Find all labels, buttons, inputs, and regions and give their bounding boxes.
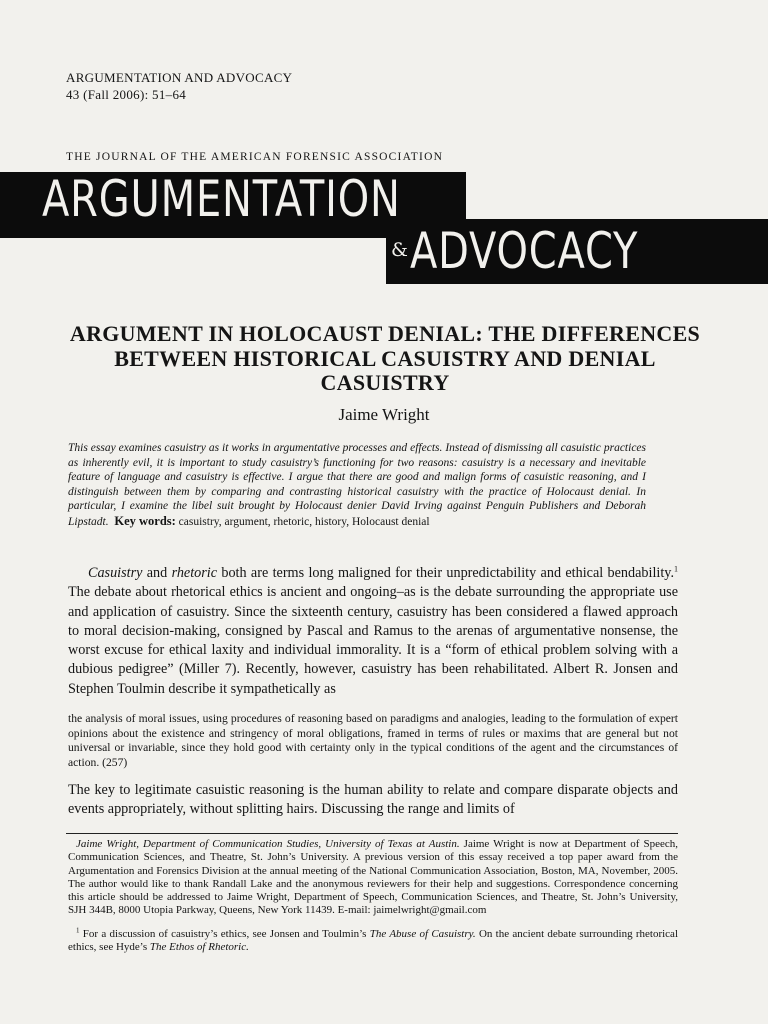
footnote-1-title-1: The Abuse of Casuistry. xyxy=(369,928,476,940)
footnote-1-text-a: For a discussion of casuistry’s ethics, see Jonsen and Toulmin’s xyxy=(79,928,370,940)
footnote-1 xyxy=(68,928,678,955)
article-title: ARGUMENT IN HOLOCAUST DENIAL: THE DIFFERENCES BETWEEN HISTORICAL CASUISTRY AND DENIAL CASUISTRY xyxy=(69,321,701,395)
term-rhetoric: rhetoric xyxy=(171,565,218,581)
abstract-text: This essay examines casuistry as it works in argumentative processes and effects. Instead of dismissing all casuistic practices as inherently evil, it is important to study casuistry’s functioning for two reasons: casuistry is a necessary and inevitable feature of language and casuistry is effective. I argue that there are good and malign forms of casuistic reasoning, and I distinguish between them by comparing and contrasting historical casuistry with the practice of Holocaust denial. In particular, I examine the libel suit brought by Holocaust denier David Irving against Penguin Publishers and Deborah Lipstadt. xyxy=(68,442,646,528)
body-paragraph-1 xyxy=(68,564,678,699)
abstract xyxy=(68,441,646,529)
masthead-advocacy: ADVOCACY xyxy=(410,222,639,280)
footnote-1-text-b: On the ancient debate surrounding rhetorical ethics, see Hyde’s xyxy=(68,928,678,954)
author-affiliation-note xyxy=(68,838,678,918)
keywords: casuistry, argument, rhetoric, history, Holocaust denial xyxy=(178,515,430,528)
conjunction: and xyxy=(142,565,172,581)
affiliation-text: Jaime Wright is now at Department of Speech, Communication Sciences, and Theatre, St. John’s University. A previous version of this essay received a top paper award from the Argumentation and Forensics Division at the annual meeting of the National Communication Association, Boston, MA, November, 2005. The author would like to thank Randall Lake and the anonymous reviewers for their help and suggestions. Correspondence concerning this article should be addressed to Jaime Wright, Department of Speech, Communication Sciences, and Theatre, St. John’s University, SJH 344B, 8000 Utopia Parkway, Queens, New York 11439. E-mail: jaimelwright@gmail.com xyxy=(68,838,678,917)
paragraph-1-lead: both are terms long maligned for their unpredictability and ethical bendability. xyxy=(217,565,674,581)
organization-line: THE JOURNAL OF THE AMERICAN FORENSIC ASSOCIATION xyxy=(66,151,444,163)
issue-info: 43 (Fall 2006): 51–64 xyxy=(66,87,187,102)
affiliation-italic: Jaime Wright, Department of Communication Studies, University of Texas at Austin. xyxy=(76,838,460,850)
term-casuistry: Casuistry xyxy=(88,565,143,581)
article-author: Jaime Wright xyxy=(338,405,430,424)
body-paragraph-2: The key to legitimate casuistic reasoning is the human ability to relate and compare disparate objects and events appropriately, without splitting hairs. Discussing the range and limits of xyxy=(68,782,678,818)
footnote-1-title-2: The Ethos of Rhetoric. xyxy=(149,941,249,954)
journal-name: ARGUMENTATION AND ADVOCACY xyxy=(66,70,293,85)
block-quote: the analysis of moral issues, using procedures of reasoning based on paradigms and analogies, leading to the formulation of expert opinions about the existence and stringency of moral obligations, framed in terms of rules or maxims that are general but not universal or invariable, since they hold good with certainty only in the typical conditions of the agent and the circumstances of action. (257) xyxy=(68,712,678,769)
footnote-ref-1[interactable]: 1 xyxy=(674,564,678,574)
keywords-label: Key words: xyxy=(114,513,176,528)
masthead-ampersand: & xyxy=(391,239,408,261)
footnote-divider xyxy=(66,833,678,834)
footnote-1-marker: 1 xyxy=(76,926,80,935)
masthead-argumentation: ARGUMENTATION xyxy=(42,170,401,228)
paragraph-1-rest: The debate about rhetorical ethics is ancient and ongoing–as is the debate surrounding the appropriate use and application of casuistry. Since the sixteenth century, casuistry has been considered a flawed approach to moral decision-making, consigned by Pascal and Ramus to the arenas of argumentative nonsense, the worst excuse for ethical laxity and individual immorality. It is a “form of ethical problem solving with a dubious pedigree” (Miller 7). Recently, however, casuistry has been rehabilitated. Albert R. Jonsen and Stephen Toulmin describe it sympathetically as xyxy=(68,584,678,697)
